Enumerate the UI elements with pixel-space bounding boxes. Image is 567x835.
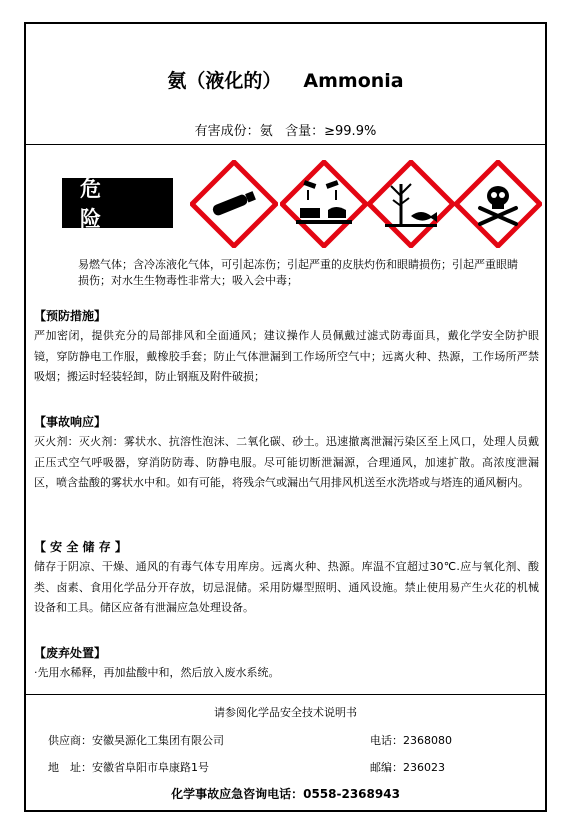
- supplier-line: [48, 732, 224, 748]
- section-body: ·先用水稀释，再加盐酸中和，然后放入废水系统。: [34, 666, 280, 679]
- phone-label: 电话：: [370, 734, 403, 747]
- supplier-value: 安徽昊源化工集团有限公司: [92, 734, 224, 747]
- content-value: ≥99.9%: [324, 124, 377, 139]
- title-cn: 氨（液化的）: [167, 70, 282, 92]
- title-en: Ammonia: [303, 70, 404, 92]
- corrosion-icon: [280, 160, 368, 248]
- section-response: [34, 413, 539, 494]
- section-title: 【废弃处置】: [34, 646, 107, 660]
- section-title: 【预防措施】: [34, 309, 107, 323]
- phone-line: [370, 732, 452, 748]
- postcode-value: 236023: [403, 761, 445, 774]
- footer-note: 请参阅化学品安全技术说明书: [214, 706, 357, 719]
- emergency-label: 化学事故应急咨询电话：: [171, 787, 304, 801]
- postcode-line: [370, 759, 445, 775]
- ingredient-line: [26, 120, 545, 139]
- ingredient-label: 有害成份：: [194, 124, 260, 139]
- hazard-statement: 易燃气体；含冷冻液化气体，可引起冻伤；引起严重的皮肤灼伤和眼睛损伤；引起严重眼睛损伤；对水生生物毒性非常大；吸入会中毒；: [78, 258, 518, 287]
- phone-value: 2368080: [403, 734, 452, 747]
- section-title: 【 安 全 储 存 】: [34, 540, 127, 554]
- page-title: [26, 66, 545, 93]
- section-disposal: [34, 644, 539, 684]
- section-body: 储存于阴凉、干燥、通风的有毒气体专用库房。远离火种、热源。库温不宜超过30℃.应与氧化剂、酸类、卤素、食用化学品分开存放，切忌混储。采用防爆型照明、通风设施。禁止使用易产生火花的机械设备和工具。储区应备有泄漏应急处理设备。: [34, 560, 539, 615]
- environment-icon: [367, 160, 455, 248]
- section-prevention: [34, 307, 539, 388]
- gas-cylinder-icon: [190, 160, 278, 248]
- address-value: 安徽省阜阳市阜康路1号: [92, 761, 209, 774]
- label-frame: [24, 22, 547, 812]
- divider-top: [26, 144, 545, 145]
- address-label: 地 址：: [48, 761, 92, 774]
- address-line: [48, 759, 209, 775]
- section-title: 【事故响应】: [34, 415, 107, 429]
- signal-word: 危 险: [62, 178, 173, 228]
- section-body: 严加密闭，提供充分的局部排风和全面通风；建议操作人员佩戴过滤式防毒面具，戴化学安全防护眼镜，穿防静电工作服，戴橡胶手套；防止气体泄漏到工作场所空气中；远离火种、热源，工作场所严禁吸烟；搬运时轻装轻卸，防止钢瓶及附件破损；: [34, 329, 539, 384]
- postcode-label: 邮编：: [370, 761, 403, 774]
- section-storage: [34, 538, 539, 619]
- emergency-phone: 0558-2368943: [303, 787, 400, 801]
- emergency-line: [26, 785, 545, 802]
- divider-bottom: [26, 694, 545, 695]
- content-label: 含量：: [285, 124, 325, 139]
- section-body: 灭火剂：灭火剂：雾状水、抗溶性泡沫、二氧化碳、砂土。迅速撤离泄漏污染区至上风口，处理人员戴正压式空气呼吸器，穿消防防毒、防静电服。尽可能切断泄漏源，合理通风，加速扩散。高浓度泄漏区，喷含盐酸的雾状水中和。如有可能，将残余气或漏出气用排风机送至水洗塔或与塔连的通风橱内。: [34, 435, 539, 490]
- skull-crossbones-icon: [454, 160, 542, 248]
- supplier-label: 供应商：: [48, 734, 92, 747]
- ingredient-value: 氨: [259, 124, 273, 139]
